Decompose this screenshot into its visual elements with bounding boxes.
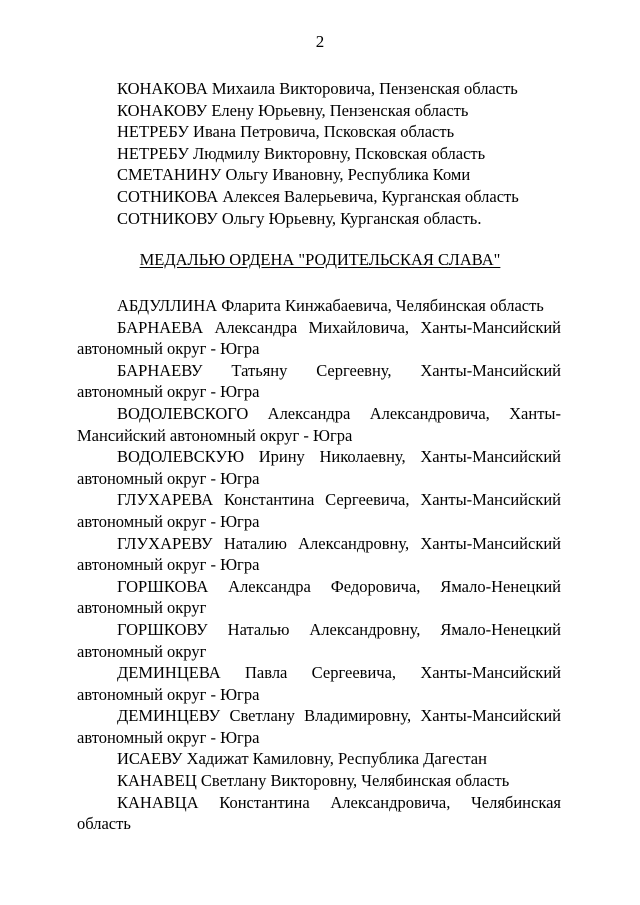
list-item: КАНАВЕЦ Светлану Викторовну, Челябинская область (117, 771, 510, 791)
list-item: ДЕМИНЦЕВУ Светлану Владимировну, Ханты-Мансийский автономный округ - Югра (77, 706, 561, 747)
medal-award-list (77, 295, 561, 835)
section-heading (0, 249, 640, 271)
list-item: НЕТРЕБУ Людмилу Викторовну, Псковская область (117, 143, 486, 163)
list-item: КОНАКОВА Михаила Викторовича, Пензенская область (117, 79, 518, 98)
list-item: КОНАКОВУ Елену Юрьевну, Пензенская область (117, 100, 469, 120)
list-item: СОТНИКОВУ Ольгу Юрьевну, Курганская область. (117, 208, 482, 228)
list-item: СМЕТАНИНУ Ольгу Ивановну, Республика Коми (117, 165, 471, 185)
list-item: ГЛУХАРЕВУ Наталию Александровну, Ханты-Мансийский автономный округ - Югра (77, 533, 561, 575)
list-item: БАРНАЕВУ Татьяну Сергеевну, Ханты-Мансийский автономный округ - Югра (77, 360, 561, 402)
award-list-top (77, 78, 561, 229)
list-item: СОТНИКОВА Алексея Валерьевича, Курганская область (117, 186, 519, 206)
list-item: ВОДОЛЕВСКОГО Александра Александровича, Ханты-Мансийский автономный округ - Югра (77, 403, 561, 445)
list-item: ДЕМИНЦЕВА Павла Сергеевича, Ханты-Мансийский автономный округ - Югра (77, 663, 561, 704)
list-item: БАРНАЕВА Александра Михайловича, Ханты-Мансийский автономный округ - Югра (77, 317, 561, 359)
list-item: ВОДОЛЕВСКУЮ Ирину Николаевну, Ханты-Мансийский автономный округ - Югра (77, 447, 561, 488)
list-item: АБДУЛЛИНА Фларита Кинжабаевича, Челябинская область (117, 296, 544, 315)
page-number: 2 (315, 32, 325, 51)
list-item: ГОРШКОВУ Наталью Александровну, Ямало-Ненецкий автономный округ (77, 619, 561, 661)
list-item: НЕТРЕБУ Ивана Петровича, Псковская область (117, 122, 455, 142)
section-heading-text: МЕДАЛЬЮ ОРДЕНА "РОДИТЕЛЬСКАЯ СЛАВА" (139, 250, 501, 269)
list-item: ИСАЕВУ Хадижат Камиловну, Республика Дагестан (117, 749, 487, 769)
list-item: ГЛУХАРЕВА Константина Сергеевича, Ханты-Мансийский автономный округ - Югра (77, 490, 561, 531)
list-item: ГОРШКОВА Александра Федоровича, Ямало-Ненецкий автономный округ (77, 576, 561, 618)
list-item: КАНАВЦА Константина Александровича, Челябинская область (77, 792, 561, 834)
